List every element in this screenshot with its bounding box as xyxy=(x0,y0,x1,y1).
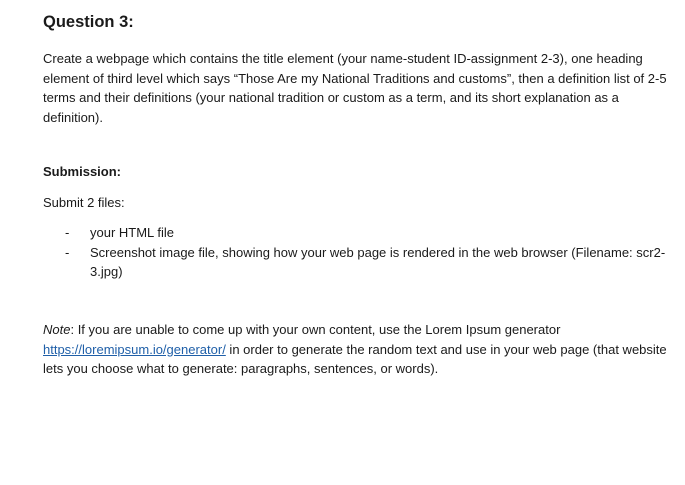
question-title: Question 3: xyxy=(43,13,134,31)
list-item-text: Screenshot image file, showing how your web page is rendered in the web browser (Filename: scr2-3.jpg) xyxy=(90,244,666,279)
note-text-before: : If you are unable to come up with your own content, use the Lorem Ipsum generator xyxy=(70,322,561,337)
list-item xyxy=(43,243,668,282)
note-paragraph xyxy=(43,320,668,379)
note-label: Note xyxy=(43,322,71,337)
submission-file-list xyxy=(43,223,668,282)
submission-heading: Submission: xyxy=(43,164,122,179)
list-item-text: your HTML file xyxy=(90,225,175,240)
list-dash: - xyxy=(65,225,70,240)
list-dash: - xyxy=(65,244,70,260)
lorem-ipsum-generator-link[interactable]: https://loremipsum.io/generator/ xyxy=(43,341,226,357)
question-description: Create a webpage which contains the title element (your name-student ID-assignment 2-3), one heading element of third level which says “Those Are my National Traditions and customs”, then a definition list of 2-5 terms and their definitions (your national tradition or custom as a term, and its short explanation as a definition). xyxy=(43,51,667,125)
list-item xyxy=(43,223,668,243)
submission-instruction: Submit 2 files: xyxy=(43,195,125,210)
note-text-after: in order to generate the random text and use in your web page (that website lets you choose what to generate: paragraphs, sentences, or words). xyxy=(43,341,667,376)
